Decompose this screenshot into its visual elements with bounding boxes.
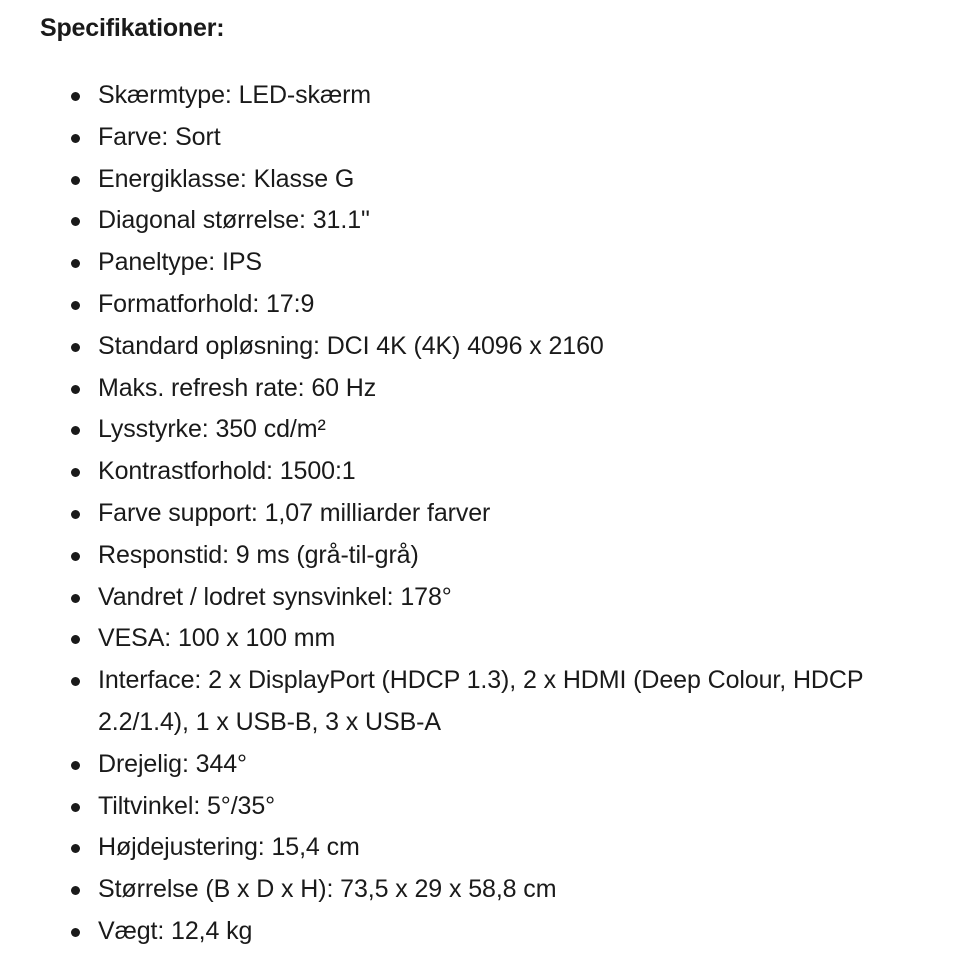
spec-item-dimensions — [0, 869, 960, 911]
bullet-icon — [71, 803, 80, 812]
spec-item-interface — [0, 660, 960, 744]
spec-item-text: Paneltype: IPS — [98, 248, 262, 277]
spec-item-refresh-rate — [0, 368, 960, 410]
bullet-icon — [71, 510, 80, 519]
spec-item-text: Drejelig: 344° — [98, 749, 247, 778]
bullet-icon — [71, 677, 80, 686]
bullet-icon — [71, 552, 80, 561]
spec-item-text: Kontrastforhold: 1500:1 — [98, 457, 356, 486]
bullet-icon — [71, 134, 80, 143]
spec-item-tilt — [0, 786, 960, 828]
bullet-icon — [71, 761, 80, 770]
spec-item-height-adjustment — [0, 827, 960, 869]
spec-item-text: Standard opløsning: DCI 4K (4K) 4096 x 2160 — [98, 331, 604, 360]
spec-item-energy-class — [0, 159, 960, 201]
spec-item-text: Vandret / lodret synsvinkel: 178° — [98, 582, 452, 611]
bullet-icon — [71, 301, 80, 310]
bullet-icon — [71, 928, 80, 937]
spec-item-text: Lysstyrke: 350 cd/m² — [98, 415, 326, 444]
spec-item-screen-type — [0, 75, 960, 117]
spec-item-text: Farve: Sort — [98, 122, 221, 151]
spec-item-color — [0, 117, 960, 159]
spec-item-text: Responstid: 9 ms (grå-til-grå) — [98, 540, 419, 569]
spec-item-viewing-angle — [0, 577, 960, 619]
bullet-icon — [71, 259, 80, 268]
specifications-list — [0, 75, 960, 953]
bullet-icon — [71, 343, 80, 352]
spec-item-response-time — [0, 535, 960, 577]
spec-item-text: VESA: 100 x 100 mm — [98, 624, 336, 653]
spec-item-text: Størrelse (B x D x H): 73,5 x 29 x 58,8 cm — [98, 875, 557, 904]
spec-item-text: Energiklasse: Klasse G — [98, 164, 355, 193]
bullet-icon — [71, 176, 80, 185]
bullet-icon — [71, 217, 80, 226]
spec-item-text: Farve support: 1,07 milliarder farver — [98, 498, 491, 527]
spec-item-text: Maks. refresh rate: 60 Hz — [98, 373, 377, 402]
bullet-icon — [71, 594, 80, 603]
bullet-icon — [71, 635, 80, 644]
spec-item-text: Interface: 2 x DisplayPort (HDCP 1.3), 2 x HDMI (Deep Colour, HDCP 2.2/1.4), 1 x USB-B, 3 x USB-A — [98, 666, 863, 736]
spec-item-swivel — [0, 744, 960, 786]
spec-item-aspect-ratio — [0, 284, 960, 326]
spec-item-weight — [0, 911, 960, 953]
spec-item-text: Skærmtype: LED-skærm — [98, 81, 372, 109]
bullet-icon — [71, 385, 80, 394]
bullet-icon — [71, 426, 80, 435]
spec-item-diagonal-size — [0, 200, 960, 242]
specifications-heading: Specifikationer: — [40, 14, 225, 42]
spec-item-text: Formatforhold: 17:9 — [98, 289, 315, 318]
spec-item-resolution — [0, 326, 960, 368]
bullet-icon — [71, 468, 80, 477]
spec-item-color-support — [0, 493, 960, 535]
bullet-icon — [71, 886, 80, 895]
bullet-icon — [71, 844, 80, 853]
spec-item-vesa — [0, 618, 960, 660]
spec-item-brightness — [0, 409, 960, 451]
spec-item-text: Højdejustering: 15,4 cm — [98, 833, 360, 862]
bullet-icon — [71, 92, 80, 101]
spec-item-contrast — [0, 451, 960, 493]
spec-item-text: Vægt: 12,4 kg — [98, 916, 253, 945]
spec-item-text: Tiltvinkel: 5°/35° — [98, 791, 276, 820]
spec-item-text: Diagonal størrelse: 31.1" — [98, 206, 370, 235]
spec-item-panel-type — [0, 242, 960, 284]
